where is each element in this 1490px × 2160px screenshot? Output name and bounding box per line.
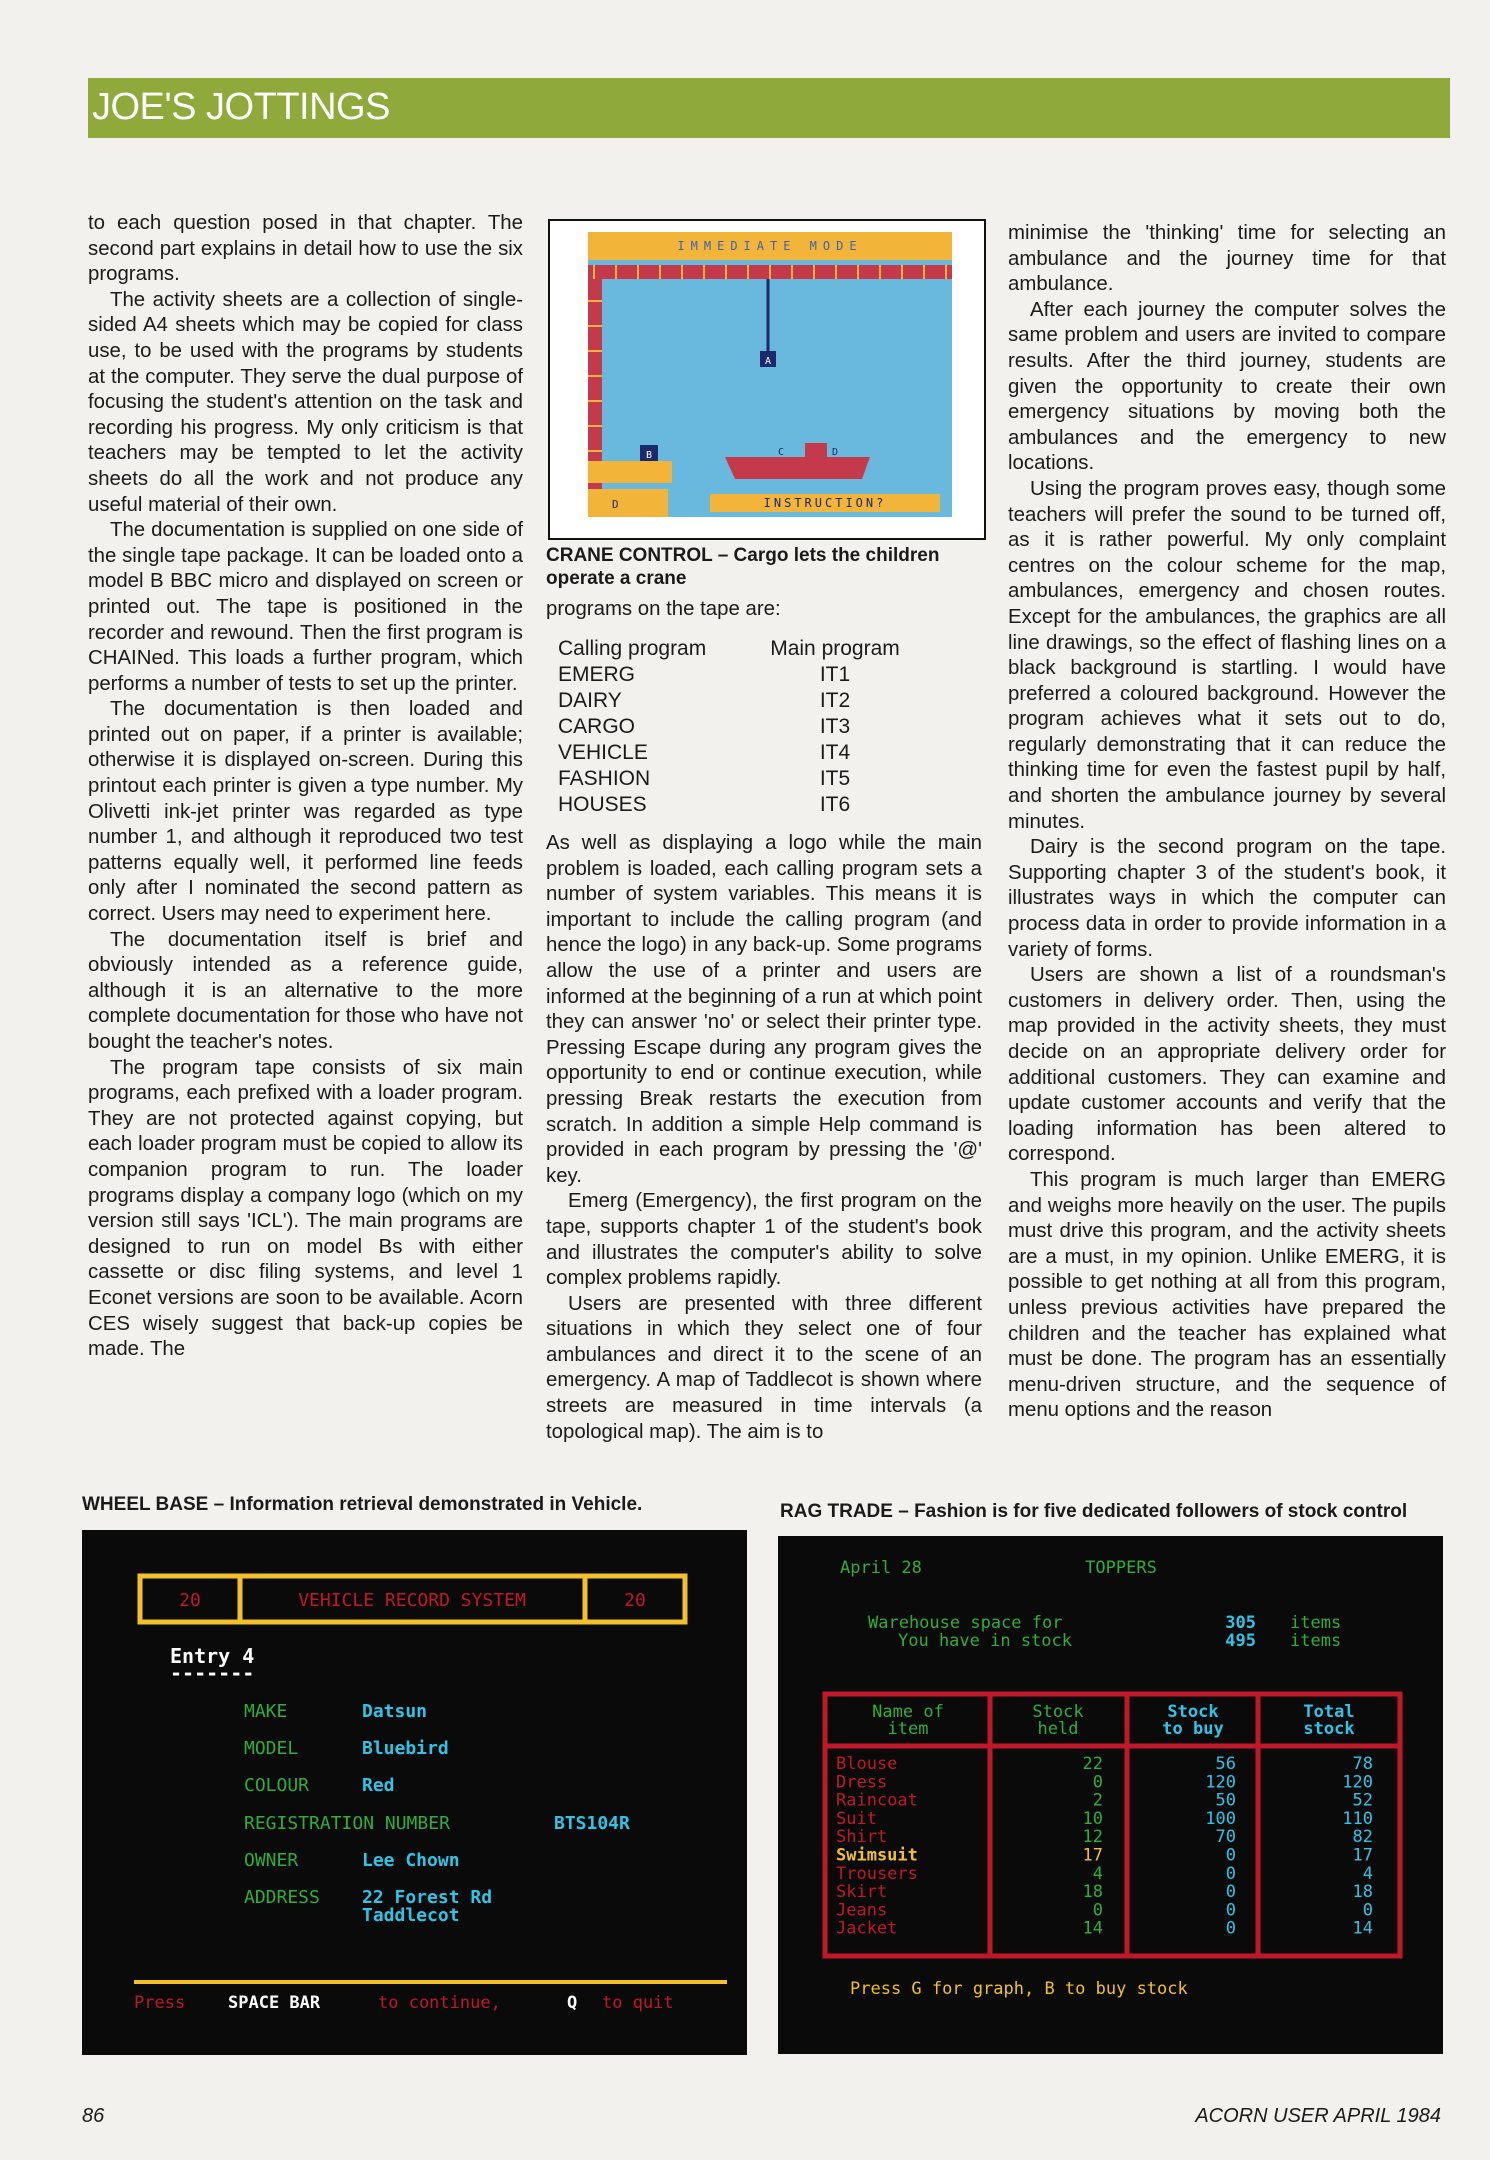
footer-quit: to quit [602, 1993, 674, 2013]
vehicle-title: VEHICLE RECORD SYSTEM [298, 1590, 526, 1611]
items-word: items [1290, 1631, 1342, 1651]
cell: CARGO [558, 715, 636, 738]
shop-name: TOPPERS [1085, 1558, 1157, 1578]
item-number: 120 [1205, 1772, 1236, 1793]
item-number: 110 [1342, 1808, 1373, 1829]
items-word: items [1290, 1613, 1342, 1633]
cell: IT3 [819, 715, 851, 738]
header-name: Name of [872, 1702, 944, 1722]
item-name: Jeans [836, 1900, 888, 1921]
fashion-screenshot [778, 1536, 1443, 2054]
item-number: 17 [1352, 1845, 1373, 1866]
record-number-left: 20 [179, 1590, 201, 1611]
crane-screenshot [548, 219, 986, 540]
item-number: 0 [1092, 1900, 1103, 1921]
item-number: 50 [1215, 1790, 1236, 1811]
vehicle-screenshot [82, 1530, 747, 2055]
stock-label: You have in stock [898, 1631, 1072, 1651]
vehicle-screen-graphic [82, 1530, 747, 2055]
paragraph: Users are presented with three different situations in which they select one of four ambulances and direct it to the scene of an emergency. A map of Taddlecot is shown where streets are measured in time intervals (a topological map). The aim is to [546, 1292, 982, 1443]
crane-tower [588, 279, 602, 489]
record-number-right: 20 [624, 1590, 646, 1611]
address-line-2: Taddlecot [362, 1905, 460, 1926]
section-header [88, 78, 1450, 138]
warehouse-value: 305 [1225, 1613, 1256, 1633]
item-name: Trousers [836, 1863, 918, 1884]
fashion-footer: Press G for graph, B to buy stock [850, 1979, 1188, 1999]
paragraph: As well as displaying a logo while the main problem is loaded, each calling program sets a number of system variables. This means it is important to include the calling program (and hence the logo) in any back-up. Some programs allow the use of a printer and users are informed at the beginning of a run at which point they can answer 'no' or select their printer type. Pressing Escape during any program gives the opportunity to end or continue execution, while pressing Break restarts the execution from scratch. In addition a simple Help command is provided in each program by pressing the '@' key. [546, 832, 982, 1187]
paragraph: The program tape consists of six main programs, each prefixed with a loader program. They are not protected against copying, but each loader program must be copied to allow its companion program to run. The loader programs display a company logo (which on my version still says 'ICL'). The main programs are designed to run on model Bs with either cassette or disc filing systems, and level 1 Econet versions are soon to be available. Acorn CES wisely suggest that back-up copies be made. The [88, 1056, 523, 1361]
magazine-issue: ACORN USER APRIL 1984 [1195, 2105, 1441, 2127]
header-main: Main program [770, 637, 900, 660]
table-row [558, 766, 910, 792]
table-headers [872, 1702, 1354, 1739]
field-value: 22 Forest Rd [362, 1887, 493, 1908]
field-label: OWNER [244, 1850, 299, 1871]
paragraph: to each question posed in that chapter. The second part explains in detail how to use the six programs. [88, 212, 523, 286]
item-number: 0 [1362, 1900, 1373, 1921]
item-number: 4 [1092, 1863, 1103, 1884]
header-total: stock [1303, 1719, 1355, 1739]
item-number: 120 [1342, 1772, 1373, 1793]
warehouse-label: Warehouse space for [868, 1613, 1063, 1633]
item-name: Swimsuit [836, 1845, 918, 1866]
item-number: 100 [1205, 1808, 1236, 1829]
fashion-screen-graphic [778, 1536, 1443, 2054]
cell: HOUSES [558, 793, 647, 816]
item-name: Jacket [836, 1918, 898, 1939]
table-intro [546, 597, 982, 623]
footer-press: Press [134, 1993, 186, 2013]
cell: IT4 [819, 741, 851, 764]
header-held: held [1037, 1719, 1079, 1739]
cell: IT2 [819, 689, 851, 712]
paragraph: minimise the 'thinking' time for selecting an ambulance and the journey time for that ambulance. [1008, 222, 1446, 296]
paragraph: The activity sheets are a collection of single-sided A4 sheets which may be copied for class use, to be used with the programs by students at the computer. They serve the dual purpose of focusing the student's attention on the task and recording his progress. My only criticism is that teachers may be tempted to let the activity sheets do all the work and not produce any useful material of their own. [88, 288, 523, 516]
item-number: 14 [1352, 1918, 1373, 1939]
item-name: Dress [836, 1772, 888, 1793]
field-value: Datsun [362, 1701, 428, 1722]
footer-continue: to continue, [378, 1993, 501, 2013]
stock-rows [836, 1754, 1373, 1939]
paragraph: Emerg (Emergency), the first program on the tape, supports chapter 1 of the student's book and illustrates the computer's ability to solve complex problems rapidly. [546, 1190, 982, 1290]
table-row [558, 740, 910, 766]
field-label: MODEL [244, 1738, 299, 1759]
table-row [558, 714, 910, 740]
stock-value: 495 [1225, 1631, 1256, 1651]
field-value: BTS104R [554, 1813, 630, 1834]
crate-label: B [645, 450, 653, 461]
item-number: 52 [1352, 1790, 1373, 1811]
entry-label: Entry 4 [170, 1644, 255, 1668]
vehicle-caption: WHEEL BASE – Information retrieval demonstrated in Vehicle. [82, 1494, 643, 1515]
item-number: 0 [1225, 1900, 1236, 1921]
header-name: item [887, 1719, 929, 1739]
paragraph: Users are shown a list of a roundsman's customers in delivery order. Then, using the map provided in the activity sheets, they must decide on an appropriate delivery order for additional customers. They can examine and update customer accounts and verify that the loading information has been altered to correspond. [1008, 964, 1446, 1166]
cell: IT6 [819, 793, 851, 816]
header-total: Total [1303, 1702, 1355, 1722]
item-number: 0 [1092, 1772, 1103, 1793]
field-label: REGISTRATION NUMBER [244, 1813, 450, 1834]
item-number: 10 [1082, 1808, 1103, 1829]
field-label: MAKE [244, 1701, 288, 1722]
screen-title: IMMEDIATE MODE [677, 239, 863, 253]
table-row [558, 662, 910, 688]
item-name: Raincoat [836, 1790, 918, 1811]
entry-underline: ------- [170, 1661, 255, 1685]
item-number: 70 [1215, 1827, 1236, 1848]
item-number: 22 [1082, 1754, 1103, 1774]
table-row [558, 688, 910, 714]
ship-hull [725, 457, 870, 479]
item-name: Blouse [836, 1754, 898, 1774]
item-name: Shirt [836, 1827, 888, 1848]
footer-q: Q [567, 1993, 578, 2013]
header-buy: Stock [1167, 1702, 1219, 1722]
item-number: 0 [1225, 1882, 1236, 1903]
table-header-row [558, 636, 910, 662]
ship-cargo-c: C [778, 447, 785, 458]
item-name: Skirt [836, 1882, 888, 1903]
ship-cargo-d: D [832, 447, 839, 458]
item-number: 18 [1082, 1882, 1103, 1903]
article-column-2 [546, 831, 982, 1445]
crane-caption: CRANE CONTROL – Cargo lets the children operate a crane [546, 545, 940, 589]
paragraph: The documentation itself is brief and obviously intended as a reference guide, although it is an alternative to the more complete documentation for those who have not bought the teacher's notes. [88, 928, 523, 1053]
paragraph: The documentation is supplied on one side of the single tape package. It can be loaded onto a model B BBC micro and displayed on screen or printed out. The tape is positioned in the recorder and rewound. Then the first program is CHAINed. This loads a further program, which performs a number of tests to set up the printer. [88, 519, 523, 695]
pier-label: D [612, 498, 619, 511]
cell: EMERG [558, 663, 636, 686]
field-value: Red [362, 1775, 395, 1796]
item-number: 2 [1092, 1790, 1103, 1811]
screen-date: April 28 [840, 1558, 922, 1578]
vehicle-footer [134, 1993, 674, 2013]
paragraph: Using the program proves easy, though some teachers will prefer the sound to be turned off, as it is rather powerful. My only complaint centres on the colour scheme for the map, ambulances, emergency and chosen routes. Except for the ambulances, the graphics are all line drawings, so the effect of flashing lines on a black background is startling. I would have preferred a coloured background. However the program achieves what it sets out to do, regularly demonstrating that it can reduce the thinking time for even the fastest pupil by half, and shorten the ambulance journey by several minutes. [1008, 477, 1446, 833]
ship-cabin [805, 443, 827, 457]
item-number: 78 [1352, 1754, 1373, 1774]
item-number: 18 [1352, 1882, 1373, 1903]
page-number: 86 [82, 2105, 105, 2127]
item-number: 0 [1225, 1845, 1236, 1866]
item-number: 0 [1225, 1863, 1236, 1884]
article-column-3 [1008, 221, 1446, 1424]
table-row [558, 792, 910, 818]
section-title: JOE'S JOTTINGS [92, 86, 390, 128]
field-label: COLOUR [244, 1775, 310, 1796]
pier [588, 489, 668, 517]
dock [588, 461, 672, 483]
item-number: 0 [1225, 1918, 1236, 1939]
fashion-caption: RAG TRADE – Fashion is for five dedicated followers of stock control [780, 1501, 1408, 1522]
item-name: Suit [836, 1808, 877, 1829]
hook-label: A [764, 356, 772, 367]
item-number: 17 [1082, 1845, 1103, 1866]
cell: VEHICLE [558, 741, 648, 764]
cell: IT1 [819, 663, 851, 686]
header-held: Stock [1032, 1702, 1084, 1722]
item-number: 14 [1082, 1918, 1103, 1939]
item-number: 56 [1215, 1754, 1236, 1774]
crane-screen-graphic [550, 221, 984, 538]
screen-prompt: INSTRUCTION? [763, 496, 887, 510]
cell: IT5 [819, 767, 851, 790]
paragraph: The documentation is then loaded and printed out on paper, if a printer is available; otherwise it is displayed on-screen. During this printout each printer is given a type number. My Olivetti ink-jet printer was regarded as type number 1, and although it reproduced two test patterns equally well, it performed line feeds only after I nominated the second pattern as correct. Users may need to experiment here. [88, 698, 523, 926]
field-value: Lee Chown [362, 1850, 460, 1871]
program-table [558, 636, 910, 818]
cell: FASHION [558, 767, 651, 790]
item-number: 4 [1362, 1863, 1373, 1884]
item-number: 12 [1082, 1827, 1103, 1848]
header-buy: to buy [1162, 1719, 1224, 1739]
paragraph: Dairy is the second program on the tape. Supporting chapter 3 of the student's book, it illustrates ways in which the computer can process data in order to provide information in a variety of forms. [1008, 836, 1446, 961]
header-calling: Calling program [558, 637, 707, 660]
intro-line: programs on the tape are: [546, 598, 781, 620]
item-number: 82 [1352, 1827, 1373, 1848]
paragraph: After each journey the computer solves the same problem and users are invited to compare results. After the third journey, students are given the opportunity to create their own emergency situations by moving both the ambulances and the emergency to new locations. [1008, 298, 1446, 475]
cell: DAIRY [558, 689, 622, 712]
field-value: Bluebird [362, 1738, 449, 1759]
article-column-1 [88, 211, 523, 1363]
paragraph: This program is much larger than EMERG and weighs more heavily on the user. The pupils must drive this program, and the activity sheets are a must, in my opinion. Unlike EMERG, it is possible to get nothing at all from this program, unless previous activities have prepared the children and the teacher has explained what must be done. The program has an essentially menu-driven structure, and the sequence of menu options and the reason [1008, 1168, 1446, 1422]
field-label: ADDRESS [244, 1887, 320, 1908]
footer-space: SPACE BAR [228, 1993, 321, 2013]
